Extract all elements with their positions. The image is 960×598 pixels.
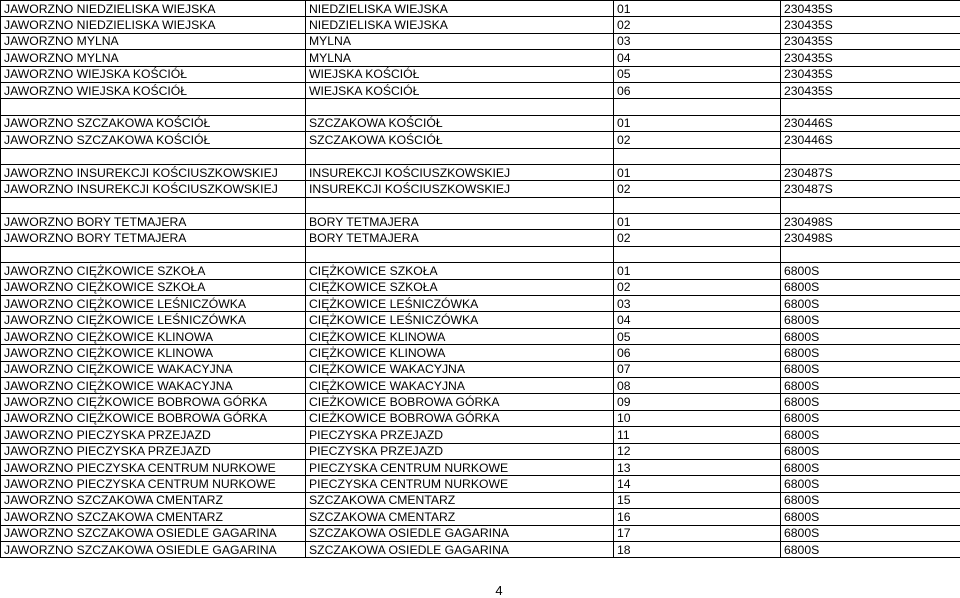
table-row bbox=[1, 443, 960, 459]
stop-name-cell: PIECZYSKA PRZEJAZD bbox=[306, 427, 614, 443]
stop-name-cell: CIĘŻKOWICE SZKOŁA bbox=[306, 279, 614, 295]
stop-name-cell: MYLNA bbox=[306, 33, 614, 49]
line-code-cell: 230435S bbox=[781, 50, 960, 66]
full-name-cell: JAWORZNO WIEJSKA KOŚCIÓŁ bbox=[1, 82, 306, 98]
line-code-cell: 6800S bbox=[781, 410, 960, 426]
full-name-cell: JAWORZNO NIEDZIELISKA WIEJSKA bbox=[1, 17, 306, 33]
line-code-cell bbox=[781, 148, 960, 164]
line-code-cell: 6800S bbox=[781, 345, 960, 361]
full-name-cell bbox=[1, 99, 306, 115]
full-name-cell: JAWORZNO SZCZAKOWA KOŚCIÓŁ bbox=[1, 132, 306, 148]
line-code-cell: 230435S bbox=[781, 82, 960, 98]
stop-number-cell: 15 bbox=[614, 492, 781, 508]
blank-row bbox=[1, 197, 960, 213]
stop-name-cell: SZCZAKOWA KOŚCIÓŁ bbox=[306, 132, 614, 148]
full-name-cell: JAWORZNO CIĘŻKOWICE WAKACYJNA bbox=[1, 361, 306, 377]
full-name-cell: JAWORZNO CIĘŻKOWICE BOBROWA GÓRKA bbox=[1, 394, 306, 410]
full-name-cell: JAWORZNO BORY TETMAJERA bbox=[1, 214, 306, 230]
stop-number-cell: 01 bbox=[614, 164, 781, 180]
table-row bbox=[1, 17, 960, 33]
full-name-cell: JAWORZNO CIĘŻKOWICE KLINOWA bbox=[1, 345, 306, 361]
full-name-cell: JAWORZNO CIĘŻKOWICE KLINOWA bbox=[1, 328, 306, 344]
line-code-cell: 230435S bbox=[781, 33, 960, 49]
stop-number-cell: 13 bbox=[614, 459, 781, 475]
stop-name-cell: PIECZYSKA CENTRUM NURKOWE bbox=[306, 476, 614, 492]
stop-number-cell: 01 bbox=[614, 214, 781, 230]
stop-name-cell: CIEŻKOWICE BOBROWA GÓRKA bbox=[306, 410, 614, 426]
stop-number-cell: 11 bbox=[614, 427, 781, 443]
table-row bbox=[1, 164, 960, 180]
line-code-cell: 6800S bbox=[781, 361, 960, 377]
stop-number-cell: 08 bbox=[614, 377, 781, 393]
table-row bbox=[1, 230, 960, 246]
stop-number-cell: 02 bbox=[614, 230, 781, 246]
stop-name-cell: CIĘŻKOWICE KLINOWA bbox=[306, 328, 614, 344]
line-code-cell: 6800S bbox=[781, 427, 960, 443]
table-row bbox=[1, 66, 960, 82]
line-code-cell: 6800S bbox=[781, 279, 960, 295]
full-name-cell: JAWORZNO SZCZAKOWA OSIEDLE GAGARINA bbox=[1, 525, 306, 541]
stop-name-cell: SZCZAKOWA CMENTARZ bbox=[306, 509, 614, 525]
blank-row bbox=[1, 99, 960, 115]
full-name-cell: JAWORZNO SZCZAKOWA OSIEDLE GAGARINA bbox=[1, 541, 306, 557]
line-code-cell: 230487S bbox=[781, 181, 960, 197]
stop-number-cell: 04 bbox=[614, 312, 781, 328]
stop-number-cell: 10 bbox=[614, 410, 781, 426]
full-name-cell: JAWORZNO WIEJSKA KOŚCIÓŁ bbox=[1, 66, 306, 82]
full-name-cell: JAWORZNO MYLNA bbox=[1, 50, 306, 66]
full-name-cell: JAWORZNO CIĘŻKOWICE WAKACYJNA bbox=[1, 377, 306, 393]
stop-name-cell: SZCZAKOWA CMENTARZ bbox=[306, 492, 614, 508]
table-row bbox=[1, 394, 960, 410]
stop-name-cell: SZCZAKOWA KOŚCIÓŁ bbox=[306, 115, 614, 131]
stop-name-cell: MYLNA bbox=[306, 50, 614, 66]
stop-name-cell: CIĘŻKOWICE KLINOWA bbox=[306, 345, 614, 361]
stop-name-cell: CIĘŻKOWICE SZKOŁA bbox=[306, 263, 614, 279]
line-code-cell bbox=[781, 197, 960, 213]
full-name-cell: JAWORZNO CIĘŻKOWICE LEŚNICZÓWKA bbox=[1, 296, 306, 312]
stop-number-cell: 05 bbox=[614, 66, 781, 82]
full-name-cell: JAWORZNO PIECZYSKA CENTRUM NURKOWE bbox=[1, 459, 306, 475]
stop-name-cell: BORY TETMAJERA bbox=[306, 214, 614, 230]
table-row bbox=[1, 459, 960, 475]
table-row bbox=[1, 132, 960, 148]
stop-name-cell: WIEJSKA KOŚCIÓŁ bbox=[306, 66, 614, 82]
stop-name-cell bbox=[306, 246, 614, 262]
table-row bbox=[1, 181, 960, 197]
stop-number-cell: 01 bbox=[614, 1, 781, 17]
table-row bbox=[1, 263, 960, 279]
table-row bbox=[1, 476, 960, 492]
stop-number-cell: 02 bbox=[614, 132, 781, 148]
full-name-cell: JAWORZNO CIĘŻKOWICE LEŚNICZÓWKA bbox=[1, 312, 306, 328]
table-row bbox=[1, 33, 960, 49]
stop-number-cell: 01 bbox=[614, 115, 781, 131]
table-row bbox=[1, 525, 960, 541]
line-code-cell: 6800S bbox=[781, 459, 960, 475]
stop-number-cell: 02 bbox=[614, 181, 781, 197]
full-name-cell bbox=[1, 246, 306, 262]
table-row bbox=[1, 509, 960, 525]
table-row bbox=[1, 1, 960, 17]
line-code-cell: 230435S bbox=[781, 1, 960, 17]
stop-number-cell bbox=[614, 99, 781, 115]
line-code-cell: 6800S bbox=[781, 492, 960, 508]
stop-name-cell: SZCZAKOWA OSIEDLE GAGARINA bbox=[306, 525, 614, 541]
table-row bbox=[1, 541, 960, 557]
stop-number-cell: 07 bbox=[614, 361, 781, 377]
stop-number-cell: 06 bbox=[614, 82, 781, 98]
line-code-cell: 6800S bbox=[781, 443, 960, 459]
stop-name-cell: CIEŻKOWICE BOBROWA GÓRKA bbox=[306, 394, 614, 410]
line-code-cell: 6800S bbox=[781, 377, 960, 393]
full-name-cell: JAWORZNO CIĘŻKOWICE BOBROWA GÓRKA bbox=[1, 410, 306, 426]
line-code-cell: 6800S bbox=[781, 476, 960, 492]
table-row bbox=[1, 410, 960, 426]
full-name-cell: JAWORZNO CIĘŻKOWICE SZKOŁA bbox=[1, 279, 306, 295]
line-code-cell: 230446S bbox=[781, 132, 960, 148]
full-name-cell: JAWORZNO SZCZAKOWA KOŚCIÓŁ bbox=[1, 115, 306, 131]
line-code-cell: 6800S bbox=[781, 394, 960, 410]
line-code-cell: 230435S bbox=[781, 66, 960, 82]
line-code-cell: 6800S bbox=[781, 296, 960, 312]
line-code-cell: 6800S bbox=[781, 541, 960, 557]
table-body bbox=[1, 1, 960, 558]
blank-row bbox=[1, 148, 960, 164]
full-name-cell: JAWORZNO INSUREKCJI KOŚCIUSZKOWSKIEJ bbox=[1, 181, 306, 197]
stop-number-cell: 14 bbox=[614, 476, 781, 492]
table-row bbox=[1, 214, 960, 230]
line-code-cell: 6800S bbox=[781, 312, 960, 328]
table-row bbox=[1, 345, 960, 361]
page-number: 4 bbox=[495, 583, 503, 598]
stop-number-cell: 16 bbox=[614, 509, 781, 525]
table-row bbox=[1, 492, 960, 508]
table-row bbox=[1, 427, 960, 443]
table-row bbox=[1, 361, 960, 377]
line-code-cell: 6800S bbox=[781, 525, 960, 541]
table-row bbox=[1, 312, 960, 328]
table-row bbox=[1, 82, 960, 98]
stop-name-cell: CIĘŻKOWICE WAKACYJNA bbox=[306, 361, 614, 377]
stop-number-cell: 04 bbox=[614, 50, 781, 66]
stop-name-cell: WIEJSKA KOŚCIÓŁ bbox=[306, 82, 614, 98]
stop-name-cell bbox=[306, 99, 614, 115]
stop-number-cell: 09 bbox=[614, 394, 781, 410]
blank-row bbox=[1, 246, 960, 262]
stop-name-cell: BORY TETMAJERA bbox=[306, 230, 614, 246]
table-row bbox=[1, 115, 960, 131]
full-name-cell: JAWORZNO PIECZYSKA PRZEJAZD bbox=[1, 443, 306, 459]
table-row bbox=[1, 296, 960, 312]
stop-number-cell: 06 bbox=[614, 345, 781, 361]
stop-name-cell bbox=[306, 197, 614, 213]
stop-number-cell bbox=[614, 148, 781, 164]
line-code-cell: 230487S bbox=[781, 164, 960, 180]
stop-number-cell bbox=[614, 197, 781, 213]
stop-name-cell: INSUREKCJI KOŚCIUSZKOWSKIEJ bbox=[306, 164, 614, 180]
line-code-cell bbox=[781, 99, 960, 115]
stop-name-cell: CIĘŻKOWICE LEŚNICZÓWKA bbox=[306, 296, 614, 312]
stop-number-cell: 03 bbox=[614, 296, 781, 312]
full-name-cell bbox=[1, 197, 306, 213]
stop-name-cell: NIEDZIELISKA WIEJSKA bbox=[306, 17, 614, 33]
stop-name-cell: SZCZAKOWA OSIEDLE GAGARINA bbox=[306, 541, 614, 557]
table-row bbox=[1, 279, 960, 295]
line-code-cell: 6800S bbox=[781, 509, 960, 525]
line-code-cell: 230446S bbox=[781, 115, 960, 131]
stop-name-cell bbox=[306, 148, 614, 164]
stop-number-cell bbox=[614, 246, 781, 262]
line-code-cell: 6800S bbox=[781, 328, 960, 344]
full-name-cell: JAWORZNO INSUREKCJI KOŚCIUSZKOWSKIEJ bbox=[1, 164, 306, 180]
stop-number-cell: 02 bbox=[614, 17, 781, 33]
full-name-cell: JAWORZNO BORY TETMAJERA bbox=[1, 230, 306, 246]
full-name-cell: JAWORZNO NIEDZIELISKA WIEJSKA bbox=[1, 1, 306, 17]
stop-name-cell: INSUREKCJI KOŚCIUSZKOWSKIEJ bbox=[306, 181, 614, 197]
line-code-cell: 230498S bbox=[781, 230, 960, 246]
table-row bbox=[1, 377, 960, 393]
stop-number-cell: 01 bbox=[614, 263, 781, 279]
table-row bbox=[1, 50, 960, 66]
stop-number-cell: 18 bbox=[614, 541, 781, 557]
full-name-cell: JAWORZNO CIĘŻKOWICE SZKOŁA bbox=[1, 263, 306, 279]
line-code-cell bbox=[781, 246, 960, 262]
stop-number-cell: 12 bbox=[614, 443, 781, 459]
full-name-cell: JAWORZNO PIECZYSKA PRZEJAZD bbox=[1, 427, 306, 443]
stop-name-cell: CIĘŻKOWICE WAKACYJNA bbox=[306, 377, 614, 393]
full-name-cell bbox=[1, 148, 306, 164]
line-code-cell: 230435S bbox=[781, 17, 960, 33]
stop-name-cell: PIECZYSKA CENTRUM NURKOWE bbox=[306, 459, 614, 475]
stop-name-cell: NIEDZIELISKA WIEJSKA bbox=[306, 1, 614, 17]
full-name-cell: JAWORZNO MYLNA bbox=[1, 33, 306, 49]
stop-name-cell: PIECZYSKA PRZEJAZD bbox=[306, 443, 614, 459]
line-code-cell: 6800S bbox=[781, 263, 960, 279]
full-name-cell: JAWORZNO SZCZAKOWA CMENTARZ bbox=[1, 509, 306, 525]
stop-number-cell: 05 bbox=[614, 328, 781, 344]
stop-number-cell: 03 bbox=[614, 33, 781, 49]
full-name-cell: JAWORZNO SZCZAKOWA CMENTARZ bbox=[1, 492, 306, 508]
stop-name-cell: CIĘŻKOWICE LEŚNICZÓWKA bbox=[306, 312, 614, 328]
full-name-cell: JAWORZNO PIECZYSKA CENTRUM NURKOWE bbox=[1, 476, 306, 492]
line-code-cell: 230498S bbox=[781, 214, 960, 230]
stop-number-cell: 17 bbox=[614, 525, 781, 541]
stop-number-cell: 02 bbox=[614, 279, 781, 295]
table-row bbox=[1, 328, 960, 344]
